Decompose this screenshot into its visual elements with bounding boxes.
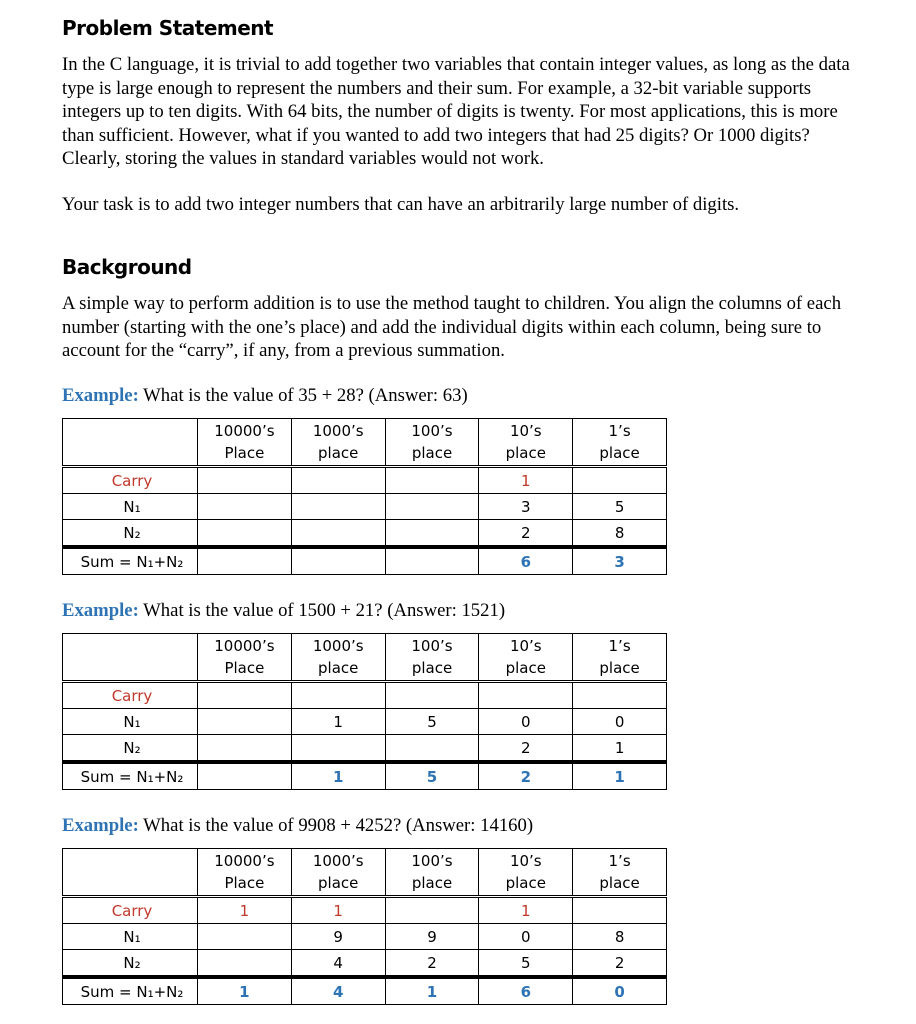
cell-sum-5: 3	[573, 547, 667, 575]
cell-n1-3: 9	[385, 924, 479, 950]
cell-sum-2: 4	[291, 977, 385, 1005]
cell-sum-3	[385, 547, 479, 575]
row-sum	[63, 977, 667, 1005]
column-header-c4	[479, 419, 573, 467]
row-n2	[63, 735, 667, 763]
column-header-c1	[198, 849, 292, 897]
cell-carry-3	[385, 682, 479, 709]
column-header-c1	[198, 419, 292, 467]
cell-n2-3: 2	[385, 950, 479, 978]
cell-carry-5	[573, 467, 667, 494]
cell-sum-2	[291, 547, 385, 575]
cell-carry-4: 1	[479, 897, 573, 924]
row-label-carry: Carry	[63, 682, 198, 709]
row-carry	[63, 897, 667, 924]
cell-n1-1	[198, 924, 292, 950]
row-n1	[63, 494, 667, 520]
cell-n1-5: 0	[573, 709, 667, 735]
column-header-c3	[385, 419, 479, 467]
cell-sum-1	[198, 547, 292, 575]
column-header-line2: place	[318, 874, 359, 892]
row-label-carry: Carry	[63, 897, 198, 924]
example-question: What is the value of 35 + 28? (Answer: 63)	[143, 385, 468, 406]
cell-n1-2: 9	[291, 924, 385, 950]
column-header-c2	[291, 849, 385, 897]
row-sum	[63, 762, 667, 790]
column-header-line1: 1’s	[608, 852, 631, 870]
cell-carry-2	[291, 467, 385, 494]
row-n1	[63, 709, 667, 735]
example-1-title	[62, 385, 468, 407]
column-header-line1: 10000’s	[214, 852, 275, 870]
cell-n1-5: 8	[573, 924, 667, 950]
column-header-c4	[479, 849, 573, 897]
column-header-line1: 1’s	[608, 637, 631, 655]
cell-n2-5: 1	[573, 735, 667, 763]
row-label-n1: N₁	[63, 494, 198, 520]
cell-n2-4: 2	[479, 520, 573, 548]
row-sum	[63, 547, 667, 575]
column-header-line2: place	[318, 444, 359, 462]
row-n2	[63, 950, 667, 978]
column-header-line1: 10’s	[509, 852, 542, 870]
column-header-line1: 10000’s	[214, 422, 275, 440]
column-header-c1	[198, 634, 292, 682]
cell-n1-4: 0	[479, 924, 573, 950]
cell-carry-4	[479, 682, 573, 709]
cell-n1-1	[198, 494, 292, 520]
cell-n1-5: 5	[573, 494, 667, 520]
example-2-table	[62, 633, 667, 790]
row-label-n1: N₁	[63, 924, 198, 950]
cell-n2-2	[291, 735, 385, 763]
example-question: What is the value of 9908 + 4252? (Answer: 14160)	[143, 815, 534, 836]
cell-carry-1	[198, 467, 292, 494]
cell-carry-2: 1	[291, 897, 385, 924]
row-label-n2: N₂	[63, 735, 198, 763]
cell-n2-2	[291, 520, 385, 548]
column-header-line1: 1000’s	[312, 637, 364, 655]
column-header-line2: Place	[224, 874, 265, 892]
row-label-sum: Sum = N₁+N₂	[63, 762, 198, 790]
cell-n2-1	[198, 735, 292, 763]
row-carry	[63, 467, 667, 494]
column-header-line2: place	[505, 444, 546, 462]
example-1-table	[62, 418, 667, 575]
cell-carry-5	[573, 682, 667, 709]
example-2-title	[62, 600, 505, 622]
cell-n1-3	[385, 494, 479, 520]
column-header-line2: place	[411, 444, 453, 462]
cell-sum-4: 6	[479, 547, 573, 575]
problem-heading: Problem Statement	[62, 16, 274, 40]
column-header-line1: 10’s	[509, 422, 542, 440]
header-corner-cell	[63, 419, 198, 467]
row-label-n2: N₂	[63, 520, 198, 548]
row-label-sum: Sum = N₁+N₂	[63, 547, 198, 575]
cell-carry-1	[198, 682, 292, 709]
column-header-line2: Place	[224, 659, 265, 677]
example-3-title	[62, 815, 533, 837]
header-corner-cell	[63, 849, 198, 897]
column-header-line1: 1000’s	[312, 422, 364, 440]
column-header-line1: 10000’s	[214, 637, 275, 655]
column-header-c2	[291, 634, 385, 682]
cell-n2-2: 4	[291, 950, 385, 978]
column-header-c3	[385, 849, 479, 897]
column-header-line2: place	[411, 874, 453, 892]
problem-paragraph: In the C language, it is trivial to add together two variables that contain integer values, as long as the data type is large enough to represent the numbers and their sum. For example, a 32-bit variable supports integers up to ten digits. With 64 bits, the number of digits is twenty. For most applications, this is more than sufficient. However, what if you wanted to add two integers that had 25 digits? Or 1000 digits? Clearly, storing the values in standard variables would not work.	[62, 54, 850, 169]
row-n2	[63, 520, 667, 548]
row-label-n2: N₂	[63, 950, 198, 978]
header-corner-cell	[63, 634, 198, 682]
cell-sum-3: 1	[385, 977, 479, 1005]
cell-carry-2	[291, 682, 385, 709]
row-label-sum: Sum = N₁+N₂	[63, 977, 198, 1005]
column-header-line2: place	[318, 659, 359, 677]
cell-n2-5: 2	[573, 950, 667, 978]
column-header-c5	[573, 634, 667, 682]
column-header-line1: 100’s	[411, 422, 453, 440]
example-3-table	[62, 848, 667, 1005]
column-header-line2: place	[599, 444, 640, 462]
column-header-line1: 1’s	[608, 422, 631, 440]
example-label: Example:	[62, 815, 139, 836]
cell-carry-4: 1	[479, 467, 573, 494]
cell-n2-1	[198, 950, 292, 978]
example-label: Example:	[62, 600, 139, 621]
cell-carry-3	[385, 897, 479, 924]
cell-sum-1	[198, 762, 292, 790]
column-header-c2	[291, 419, 385, 467]
cell-carry-3	[385, 467, 479, 494]
cell-sum-4: 2	[479, 762, 573, 790]
cell-n2-3	[385, 735, 479, 763]
column-header-line1: 10’s	[509, 637, 542, 655]
column-header-line2: place	[505, 659, 546, 677]
row-label-carry: Carry	[63, 467, 198, 494]
row-label-n1: N₁	[63, 709, 198, 735]
column-header-c4	[479, 634, 573, 682]
cell-n2-3	[385, 520, 479, 548]
task-paragraph: Your task is to add two integer numbers that can have an arbitrarily large number of digits.	[62, 194, 740, 215]
cell-n1-4: 0	[479, 709, 573, 735]
cell-sum-4: 6	[479, 977, 573, 1005]
cell-n1-2	[291, 494, 385, 520]
column-header-c5	[573, 849, 667, 897]
column-header-line1: 1000’s	[312, 852, 364, 870]
column-header-line2: place	[599, 874, 640, 892]
row-carry	[63, 682, 667, 709]
column-header-line1: 100’s	[411, 637, 453, 655]
column-header-line2: place	[505, 874, 546, 892]
example-question: What is the value of 1500 + 21? (Answer: 1521)	[143, 600, 506, 621]
column-header-c3	[385, 634, 479, 682]
cell-carry-1: 1	[198, 897, 292, 924]
cell-n2-4: 2	[479, 735, 573, 763]
cell-sum-5: 1	[573, 762, 667, 790]
cell-n2-1	[198, 520, 292, 548]
cell-n1-1	[198, 709, 292, 735]
cell-n1-4: 3	[479, 494, 573, 520]
column-header-line2: place	[599, 659, 640, 677]
column-header-c5	[573, 419, 667, 467]
column-header-line1: 100’s	[411, 852, 453, 870]
cell-sum-5: 0	[573, 977, 667, 1005]
background-heading: Background	[62, 255, 192, 279]
cell-n1-3: 5	[385, 709, 479, 735]
cell-sum-2: 1	[291, 762, 385, 790]
cell-n1-2: 1	[291, 709, 385, 735]
background-paragraph: A simple way to perform addition is to use the method taught to children. You align the columns of each number (starting with the one’s place) and add the individual digits within each column, being sure to account for the “carry”, if any, from a previous summation.	[62, 293, 842, 361]
cell-carry-5	[573, 897, 667, 924]
cell-sum-3: 5	[385, 762, 479, 790]
column-header-line2: Place	[224, 444, 265, 462]
cell-sum-1: 1	[198, 977, 292, 1005]
column-header-line2: place	[411, 659, 453, 677]
example-label: Example:	[62, 385, 139, 406]
cell-n2-5: 8	[573, 520, 667, 548]
row-n1	[63, 924, 667, 950]
cell-n2-4: 5	[479, 950, 573, 978]
